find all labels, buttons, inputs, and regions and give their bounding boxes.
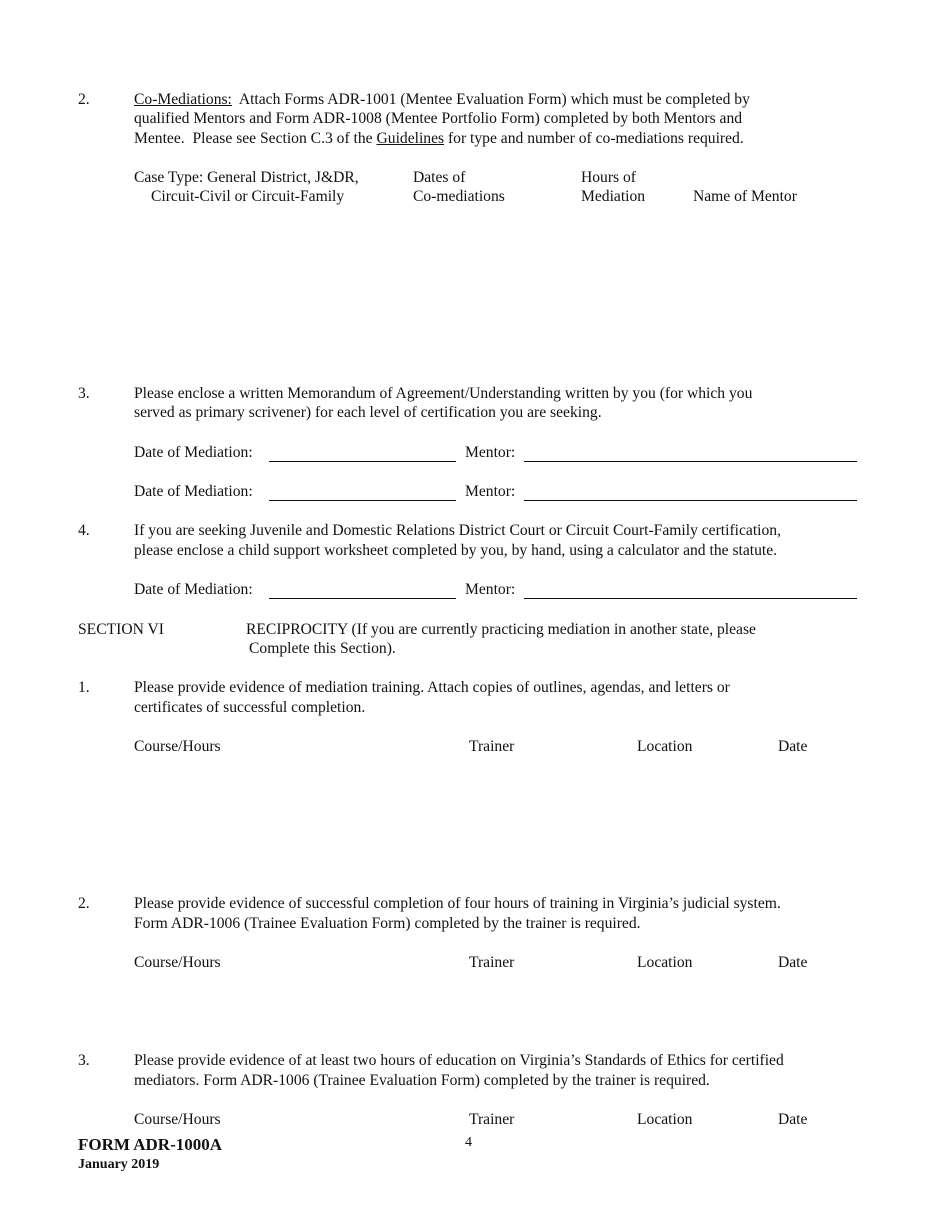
item4-line1: If you are seeking Juvenile and Domestic Relations District Court or Circuit Court-Family certification, xyxy=(134,522,781,539)
col-trainer: Trainer xyxy=(469,954,515,971)
page-number: 4 xyxy=(465,1135,472,1150)
col-dates-1: Dates of xyxy=(413,169,466,186)
s6-item3-line1: Please provide evidence of at least two hours of education on Virginia’s Standards of Ethics for certified xyxy=(134,1052,784,1069)
col-hours-1: Hours of xyxy=(581,169,637,186)
section-label: SECTION VI xyxy=(78,621,164,638)
col-trainer: Trainer xyxy=(469,738,515,755)
col-trainer: Trainer xyxy=(469,1111,515,1128)
item-number: 2. xyxy=(78,895,90,912)
item2-line2: qualified Mentors and Form ADR-1008 (Mentee Portfolio Form) completed by both Mentors and xyxy=(134,110,743,127)
col-case-type-1: Case Type: General District, J&DR, xyxy=(134,169,359,186)
col-location: Location xyxy=(637,738,693,755)
col-mentor-name: Name of Mentor xyxy=(693,188,797,205)
s6-item3-line2: mediators. Form ADR-1006 (Trainee Evaluation Form) completed by the trainer is required. xyxy=(134,1072,710,1089)
comediations-heading: Co-Mediations: xyxy=(134,91,232,108)
col-course-hours: Course/Hours xyxy=(134,738,221,755)
form-date: January 2019 xyxy=(78,1157,160,1172)
item2-line3 xyxy=(134,129,744,149)
item2-line3-post: for type and number of co-mediations required. xyxy=(444,130,744,147)
col-course-hours: Course/Hours xyxy=(134,1111,221,1128)
item-number: 4. xyxy=(78,522,90,539)
col-hours-2: Mediation xyxy=(581,188,646,205)
col-dates-2: Co-mediations xyxy=(413,188,505,205)
item-number: 2. xyxy=(78,91,90,108)
item-number: 3. xyxy=(78,1052,90,1069)
section6-line1: RECIPROCITY (If you are currently practicing mediation in another state, please xyxy=(246,621,756,638)
mentor-label: Mentor: xyxy=(465,444,516,461)
date-of-mediation-field-3[interactable] xyxy=(269,598,456,599)
guidelines-link[interactable]: Guidelines xyxy=(376,130,445,147)
form-name: FORM ADR-1000A xyxy=(78,1135,223,1154)
date-of-mediation-label: Date of Mediation: xyxy=(134,444,253,461)
item2-line1 xyxy=(134,90,750,110)
mentor-field-1[interactable] xyxy=(524,461,857,462)
item3-line2: served as primary scrivener) for each level of certification you are seeking. xyxy=(134,404,602,421)
mentor-label: Mentor: xyxy=(465,581,516,598)
s6-item2-line2: Form ADR-1006 (Trainee Evaluation Form) completed by the trainer is required. xyxy=(134,915,641,932)
section6-line2: Complete this Section). xyxy=(249,640,396,657)
col-course-hours: Course/Hours xyxy=(134,954,221,971)
item4-line2: please enclose a child support worksheet completed by you, by hand, using a calculator and the statute. xyxy=(134,542,778,559)
s6-item1-line1: Please provide evidence of mediation training. Attach copies of outlines, agendas, and letters or xyxy=(134,679,730,696)
item3-line1: Please enclose a written Memorandum of Agreement/Understanding written by you (for which you xyxy=(134,385,753,402)
col-case-type-2: Circuit-Civil or Circuit-Family xyxy=(151,188,345,205)
mentor-field-3[interactable] xyxy=(524,598,857,599)
col-date: Date xyxy=(778,1111,808,1128)
mentor-field-2[interactable] xyxy=(524,500,857,501)
item-number: 1. xyxy=(78,679,90,696)
col-date: Date xyxy=(778,738,808,755)
item2-line1-text: Attach Forms ADR-1001 (Mentee Evaluation Form) which must be completed by xyxy=(231,91,750,108)
col-location: Location xyxy=(637,1111,693,1128)
item-number: 3. xyxy=(78,385,90,402)
col-date: Date xyxy=(778,954,808,971)
col-location: Location xyxy=(637,954,693,971)
date-of-mediation-label: Date of Mediation: xyxy=(134,483,253,500)
s6-item1-line2: certificates of successful completion. xyxy=(134,699,366,716)
date-of-mediation-label: Date of Mediation: xyxy=(134,581,253,598)
s6-item2-line1: Please provide evidence of successful completion of four hours of training in Virginia’s judicial system. xyxy=(134,895,781,912)
date-of-mediation-field-1[interactable] xyxy=(269,461,456,462)
item2-line3-pre: Mentee. Please see Section C.3 of the xyxy=(134,130,377,147)
date-of-mediation-field-2[interactable] xyxy=(269,500,456,501)
mentor-label: Mentor: xyxy=(465,483,516,500)
